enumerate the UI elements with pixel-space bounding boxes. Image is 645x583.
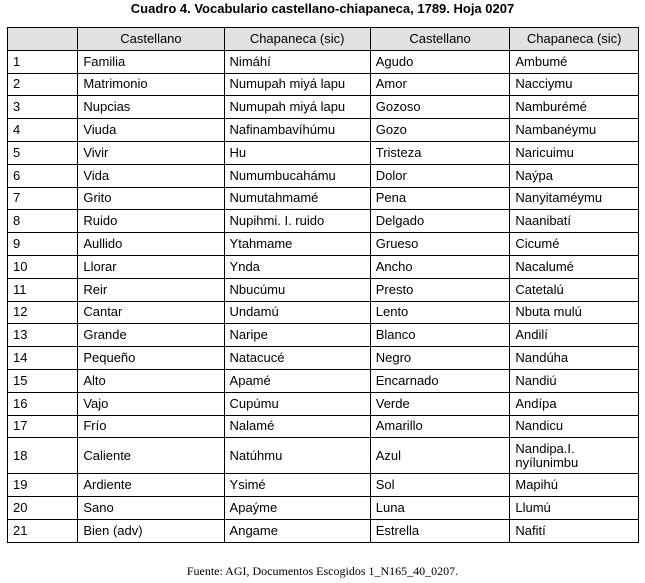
table-row — [8, 324, 639, 347]
cell-number: 7 — [8, 187, 78, 210]
cell-castellano: Nupcias — [78, 96, 224, 119]
cell-castellano: Vajo — [78, 392, 224, 415]
cell-castellano: Negro — [370, 347, 510, 370]
cell-chapaneca: Ysimé — [224, 474, 370, 497]
cell-castellano: Familia — [78, 50, 224, 73]
header-chapaneca-1: Chapaneca (sic) — [224, 28, 370, 51]
cell-castellano: Grande — [78, 324, 224, 347]
cell-castellano: Sano — [78, 497, 224, 520]
cell-number: 18 — [8, 438, 78, 474]
cell-castellano: Frío — [78, 415, 224, 438]
cell-chapaneca: Nafití — [510, 519, 639, 542]
cell-chapaneca: Natúhmu — [224, 438, 370, 474]
cell-castellano: Dolor — [370, 164, 510, 187]
cell-number: 21 — [8, 519, 78, 542]
cell-chapaneca: Nambanéymu — [510, 119, 639, 142]
cell-number: 8 — [8, 210, 78, 233]
table-row — [8, 474, 639, 497]
cell-chapaneca: Nandiú — [510, 369, 639, 392]
table-row — [8, 497, 639, 520]
cell-number: 20 — [8, 497, 78, 520]
cell-castellano: Agudo — [370, 50, 510, 73]
cell-chapaneca: Angame — [224, 519, 370, 542]
cell-chapaneca: Nacciymu — [510, 73, 639, 96]
header-row — [8, 28, 639, 51]
cell-number: 3 — [8, 96, 78, 119]
cell-number: 6 — [8, 164, 78, 187]
cell-castellano: Ardiente — [78, 474, 224, 497]
cell-chapaneca: Numupah miyá lapu — [224, 96, 370, 119]
source-note: Fuente: AGI, Documentos Escogidos 1_N165_40_0207. — [186, 564, 459, 578]
table-row — [8, 392, 639, 415]
table-row — [8, 164, 639, 187]
cell-chapaneca: Numupah miyá lapu — [224, 73, 370, 96]
cell-number: 17 — [8, 415, 78, 438]
cell-castellano: Ancho — [370, 255, 510, 278]
cell-castellano: Vivir — [78, 141, 224, 164]
cell-number: 19 — [8, 474, 78, 497]
table-row — [8, 119, 639, 142]
cell-castellano: Encarnado — [370, 369, 510, 392]
cell-chapaneca: Nalamé — [224, 415, 370, 438]
cell-castellano: Azul — [370, 438, 510, 474]
cell-castellano: Amarillo — [370, 415, 510, 438]
cell-number: 16 — [8, 392, 78, 415]
table-row — [8, 73, 639, 96]
cell-chapaneca: Naricuimu — [510, 141, 639, 164]
table-row — [8, 255, 639, 278]
cell-castellano: Gozoso — [370, 96, 510, 119]
cell-castellano: Aullido — [78, 233, 224, 256]
cell-chapaneca: Numumbucahámu — [224, 164, 370, 187]
cell-chapaneca: Nandicu — [510, 415, 639, 438]
cell-castellano: Estrella — [370, 519, 510, 542]
header-castellano-1: Castellano — [78, 28, 224, 51]
cell-castellano: Lento — [370, 301, 510, 324]
table-row — [8, 347, 639, 370]
cell-castellano: Caliente — [78, 438, 224, 474]
cell-castellano: Reir — [78, 278, 224, 301]
header-chapaneca-2: Chapaneca (sic) — [510, 28, 639, 51]
table-row — [8, 96, 639, 119]
cell-number: 12 — [8, 301, 78, 324]
cell-chapaneca: Namburémé — [510, 96, 639, 119]
cell-chapaneca: Cicumé — [510, 233, 639, 256]
cell-chapaneca: Naripe — [224, 324, 370, 347]
cell-chapaneca: Undamú — [224, 301, 370, 324]
cell-chapaneca: Nanyitaméymu — [510, 187, 639, 210]
cell-number: 10 — [8, 255, 78, 278]
cell-castellano: Luna — [370, 497, 510, 520]
cell-castellano: Presto — [370, 278, 510, 301]
cell-castellano: Pequeño — [78, 347, 224, 370]
cell-castellano: Amor — [370, 73, 510, 96]
cell-chapaneca: Nandipa.I. nyílunimbu — [510, 438, 639, 474]
vocabulary-table — [7, 27, 639, 543]
cell-chapaneca: Hu — [224, 141, 370, 164]
cell-chapaneca: Apaýme — [224, 497, 370, 520]
cell-castellano: Pena — [370, 187, 510, 210]
table-row — [8, 187, 639, 210]
cell-castellano: Blanco — [370, 324, 510, 347]
cell-castellano: Matrimonio — [78, 73, 224, 96]
cell-chapaneca: Naýpa — [510, 164, 639, 187]
table-row — [8, 438, 639, 474]
cell-chapaneca: Ytahmame — [224, 233, 370, 256]
cell-chapaneca: Nupihmi. I. ruido — [224, 210, 370, 233]
cell-castellano: Llorar — [78, 255, 224, 278]
table-row — [8, 369, 639, 392]
cell-number: 2 — [8, 73, 78, 96]
cell-number: 15 — [8, 369, 78, 392]
cell-castellano: Cantar — [78, 301, 224, 324]
cell-castellano: Gozo — [370, 119, 510, 142]
table-row — [8, 415, 639, 438]
table-row — [8, 301, 639, 324]
cell-chapaneca: Nacalumé — [510, 255, 639, 278]
header-castellano-2: Castellano — [370, 28, 510, 51]
cell-chapaneca: Mapihú — [510, 474, 639, 497]
cell-castellano: Alto — [78, 369, 224, 392]
cell-chapaneca: Nimáhí — [224, 50, 370, 73]
cell-castellano: Viuda — [78, 119, 224, 142]
cell-chapaneca: Llumú — [510, 497, 639, 520]
cell-number: 14 — [8, 347, 78, 370]
cell-castellano: Verde — [370, 392, 510, 415]
cell-chapaneca: Cupúmu — [224, 392, 370, 415]
cell-number: 5 — [8, 141, 78, 164]
table-row — [8, 50, 639, 73]
table-title: Cuadro 4. Vocabulario castellano-chiapaneca, 1789. Hoja 0207 — [130, 1, 515, 16]
cell-chapaneca: Nbuta mulú — [510, 301, 639, 324]
cell-chapaneca: Andípa — [510, 392, 639, 415]
cell-chapaneca: Naanibatí — [510, 210, 639, 233]
table-row — [8, 519, 639, 542]
cell-number: 9 — [8, 233, 78, 256]
cell-number: 13 — [8, 324, 78, 347]
cell-castellano: Vida — [78, 164, 224, 187]
cell-chapaneca: Catetalú — [510, 278, 639, 301]
cell-chapaneca: Natacucé — [224, 347, 370, 370]
cell-chapaneca: Nbucúmu — [224, 278, 370, 301]
cell-chapaneca: Ambumé — [510, 50, 639, 73]
cell-castellano: Tristeza — [370, 141, 510, 164]
table-row — [8, 278, 639, 301]
cell-castellano: Ruido — [78, 210, 224, 233]
cell-castellano: Grito — [78, 187, 224, 210]
cell-chapaneca: Nafinambavíhúmu — [224, 119, 370, 142]
cell-chapaneca: Apamé — [224, 369, 370, 392]
cell-castellano: Grueso — [370, 233, 510, 256]
cell-chapaneca: Andilí — [510, 324, 639, 347]
cell-number: 1 — [8, 50, 78, 73]
cell-number: 11 — [8, 278, 78, 301]
cell-castellano: Sol — [370, 474, 510, 497]
cell-chapaneca: Nandúha — [510, 347, 639, 370]
cell-chapaneca: Ynda — [224, 255, 370, 278]
table-row — [8, 210, 639, 233]
cell-chapaneca: Numutahmamé — [224, 187, 370, 210]
table-row — [8, 233, 639, 256]
cell-castellano: Delgado — [370, 210, 510, 233]
table-row — [8, 141, 639, 164]
cell-number: 4 — [8, 119, 78, 142]
cell-castellano: Bien (adv) — [78, 519, 224, 542]
header-number — [8, 28, 78, 51]
